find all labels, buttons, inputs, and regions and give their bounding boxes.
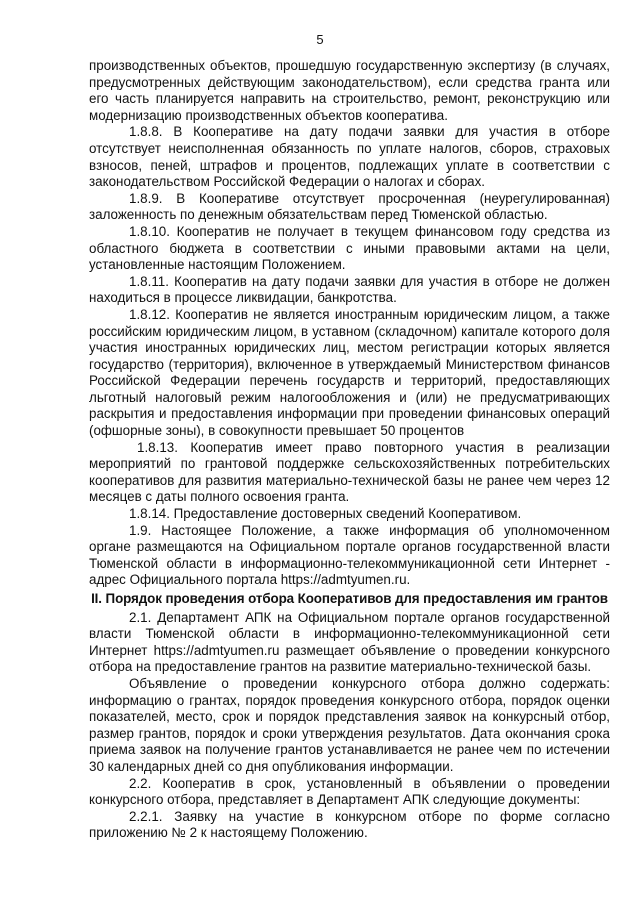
- paragraph-1-8-9: 1.8.9. В Кооперативе отсутствует просроченная (неурегулированная) заложенность по денежным обязательствам перед Тюменской областью.: [89, 190, 610, 223]
- paragraph-1-8-13: 1.8.13. Кооператив имеет право повторного участия в реализации мероприятий по грантовой поддержке сельскохозяйственных потребительских кооперативов для развития материально-технической базы не ранее чем через 12 месяцев с даты полного освоения гранта.: [89, 439, 610, 505]
- paragraph-1-8-10: 1.8.10. Кооператив не получает в текущем финансовом году средства из областного бюджета в соответствии с иными правовыми актами на цели, установленные настоящим Положением.: [89, 223, 610, 273]
- paragraph-1-8-14: 1.8.14. Предоставление достоверных сведений Кооперативом.: [129, 506, 522, 522]
- document-body: [89, 58, 610, 842]
- paragraph-continuation: производственных объектов, прошедшую государственную экспертизу (в случаях, предусмотренных действующим законодательством), если средства гранта или его часть планируется направить на строительство, ремонт, реконструкцию или модернизацию производственных объектов кооператива.: [89, 58, 610, 123]
- paragraph-2-1: 2.1. Департамент АПК на Официальном портале органов государственной власти Тюменской области в информационно-телекоммуникационной сети Интернет https://admtyumen.ru размещает объявление о проведении конкурсного отбора на предоставление грантов на развитие материально-технической базы.: [89, 609, 610, 675]
- paragraph-1-8-8: 1.8.8. В Кооперативе на дату подачи заявки для участия в отборе отсутствует неисполненная обязанность по уплате налогов, сборов, страховых взносов, пеней, штрафов и процентов, подлежащих уплате в соответствии с законодательством Российской Федерации о налогах и сборах.: [89, 124, 610, 190]
- paragraph-1-9: 1.9. Настоящее Положение, а также информация об уполномоченном органе размещаются на Официальном портале органов государственной власти Тюменской области в информационно-телекоммуникационной сети Интернет - адрес Официального портала https://admtyumen.ru.: [89, 522, 610, 588]
- paragraph-2-2: 2.2. Кооператив в срок, установленный в объявлении о проведении конкурсного отбора, представляет в Департамент АПК следующие документы:: [89, 775, 610, 808]
- paragraph-2-2-1: 2.2.1. Заявку на участие в конкурсном отборе по форме согласно приложению № 2 к настоящему Положению.: [89, 808, 610, 841]
- paragraph-announcement-content: Объявление о проведении конкурсного отбора должно содержать: информацию о грантах, порядок проведения конкурсного отбора, порядок оценки показателей, место, срок и порядок представления заявок на конкурсный отбор, размер грантов, порядок и сроки утверждения результатов. Дата окончания срока приема заявок на получение грантов устанавливается не ранее чем по истечении 30 календарных дней со дня опубликования информации.: [89, 675, 610, 774]
- paragraph-1-8-12: 1.8.12. Кооператив не является иностранным юридическим лицом, а также российским юридическим лицом, в уставном (складочном) капитале которого доля участия иностранных юридических лиц, местом регистрации которых является государство (территория), включенное в утверждаемый Министерством финансов Российской Федерации перечень государств и территорий, предоставляющих льготный налоговый режим налогообложения и (или) не предусматривающих раскрытия и предоставления информации при проведении финансовых операций (офшорные зоны), в совокупности превышает 50 процентов: [89, 306, 610, 439]
- section-heading: II. Порядок проведения отбора Кооперативов для предоставления им грантов: [91, 591, 608, 606]
- page-number: 5: [316, 32, 324, 47]
- paragraph-1-8-11: 1.8.11. Кооператив на дату подачи заявки для участия в отборе не должен находиться в процессе ликвидации, банкротства.: [89, 273, 610, 306]
